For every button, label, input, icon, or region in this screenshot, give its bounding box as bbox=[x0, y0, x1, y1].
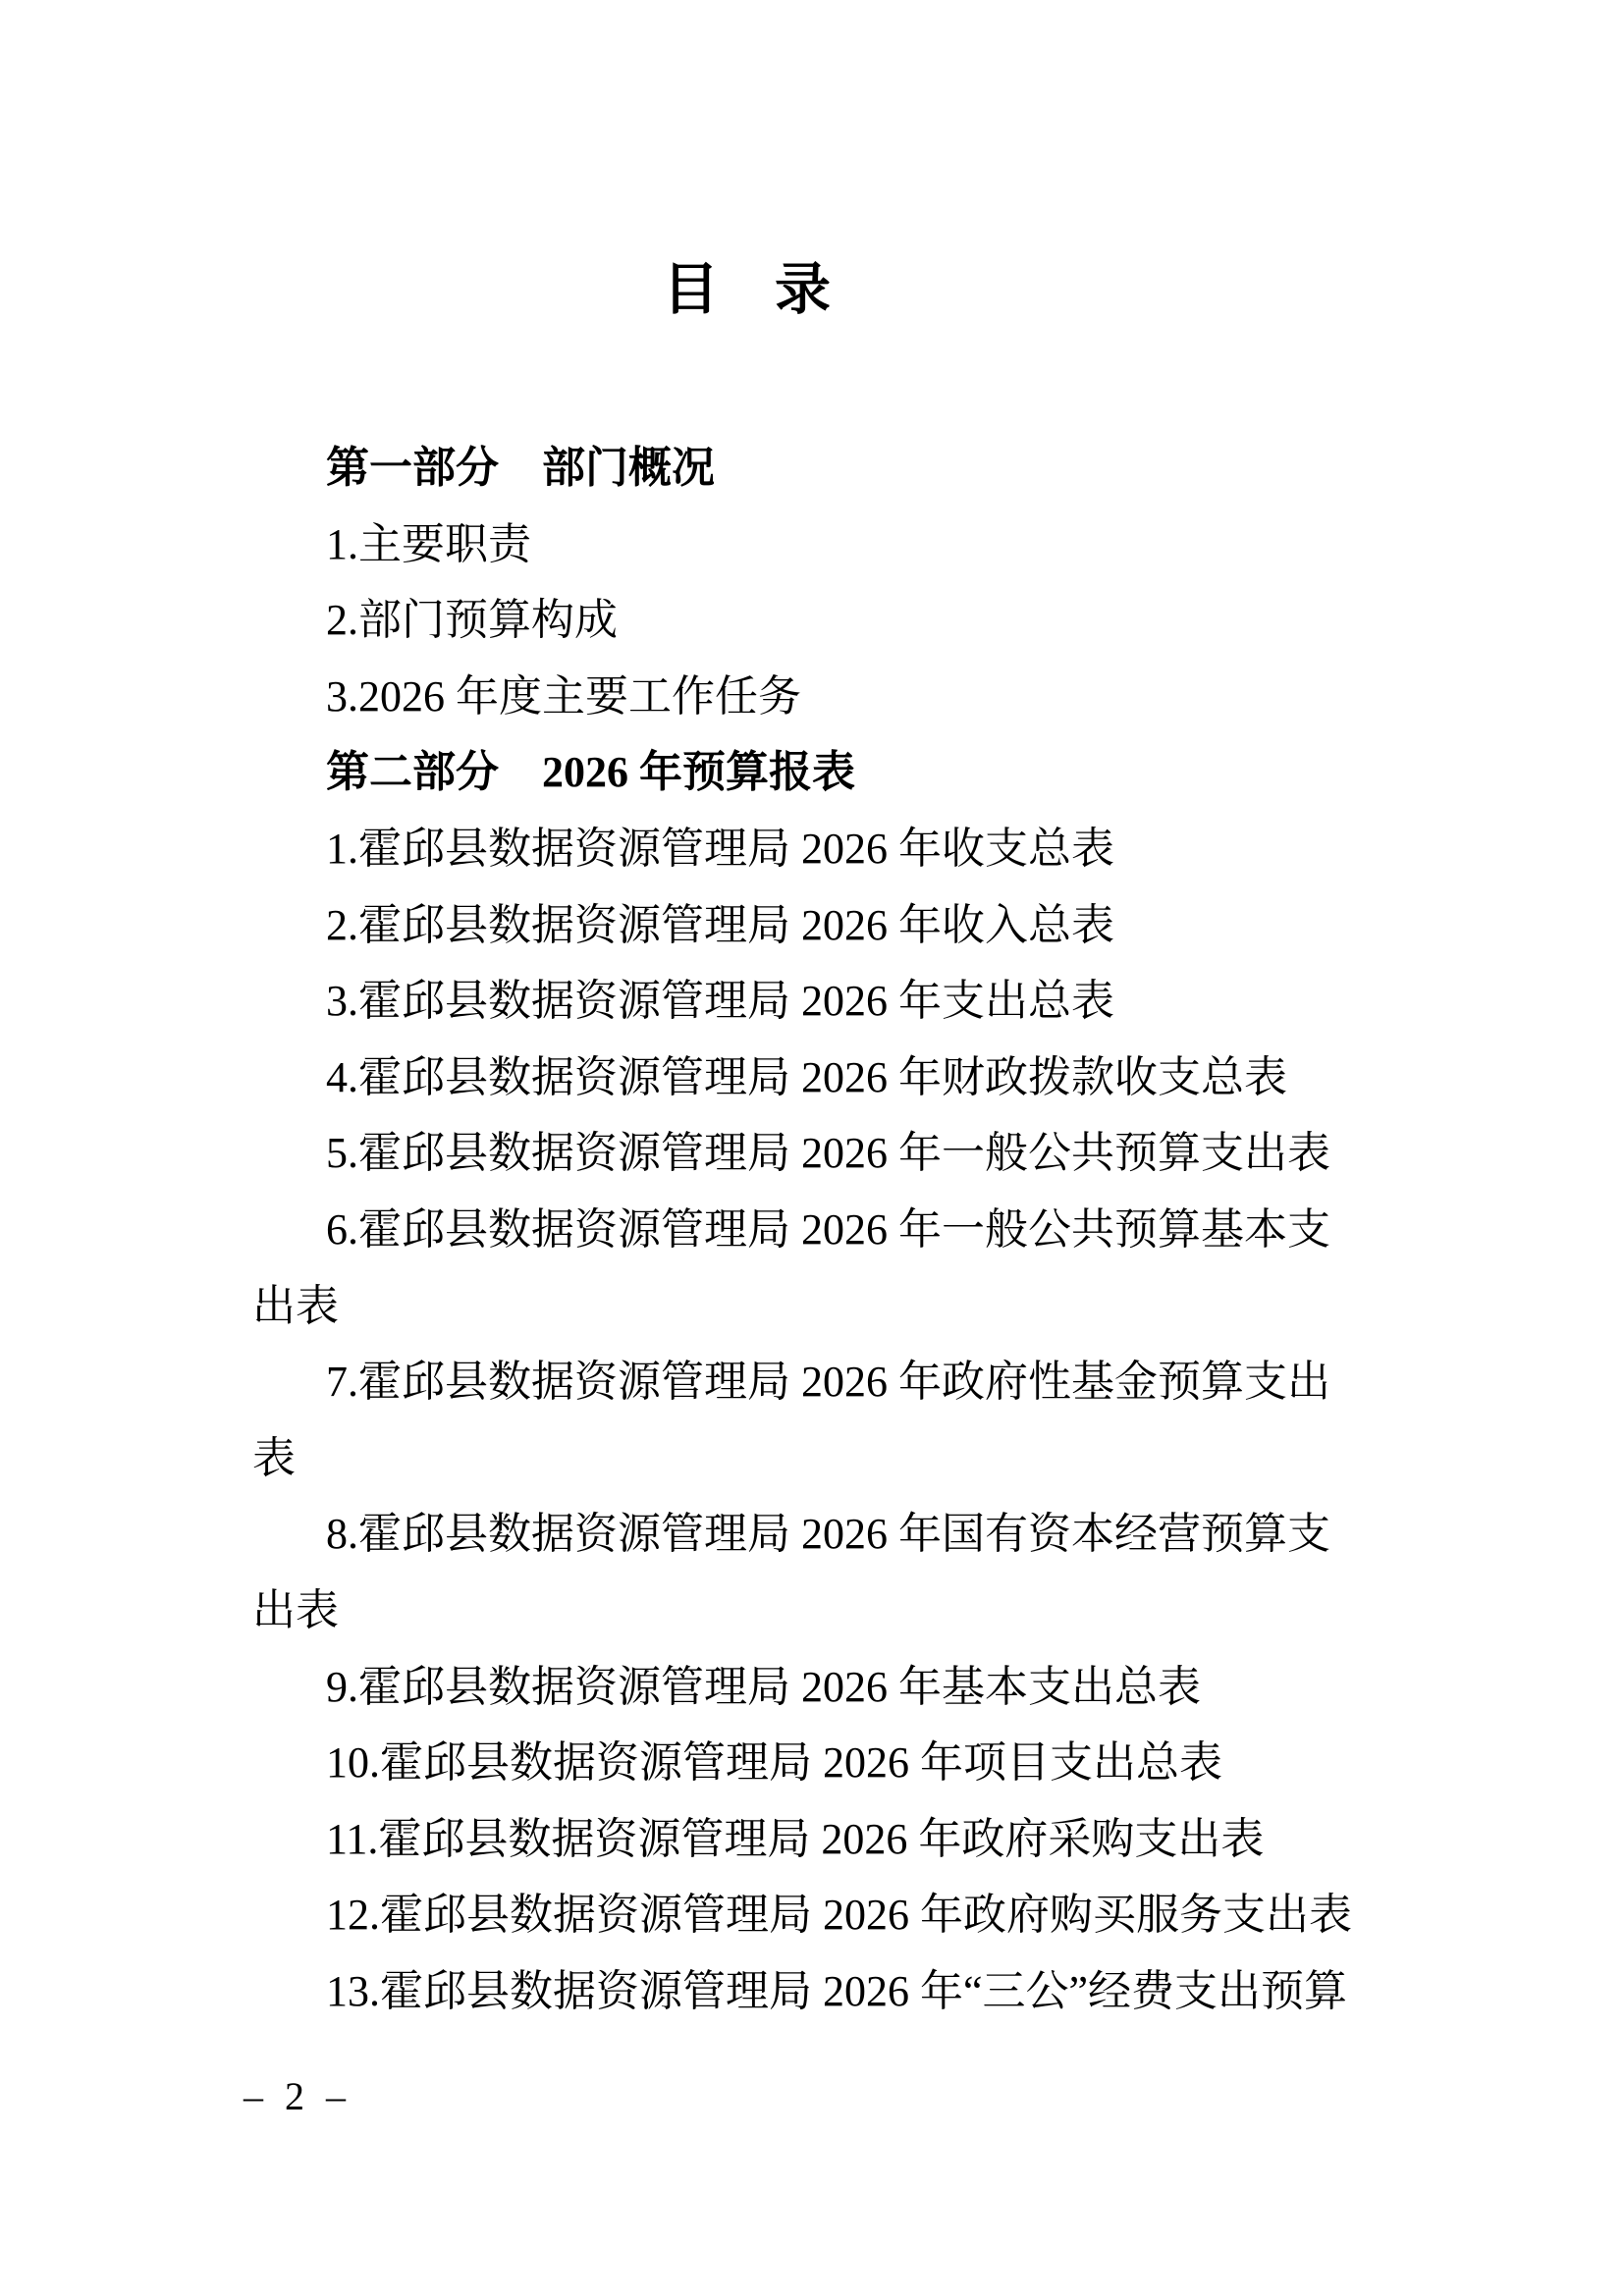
toc-entry: 6.霍邱县数据资源管理局 2026 年一般公共预算基本支 bbox=[326, 1204, 1330, 1254]
toc-entry: 10.霍邱县数据资源管理局 2026 年项目支出总表 bbox=[326, 1738, 1222, 1788]
toc-entry: 13.霍邱县数据资源管理局 2026 年“三公”经费支出预算 bbox=[326, 1966, 1348, 2015]
toc-entry: 12.霍邱县数据资源管理局 2026 年政府购买服务支出表 bbox=[326, 1891, 1352, 1940]
page-title: 目 录 bbox=[663, 258, 831, 321]
toc-entry: 1.主要职责 bbox=[326, 519, 531, 568]
part1-heading: 第一部分 部门概况 bbox=[326, 444, 715, 492]
toc-entry-continuation: 出表 bbox=[252, 1585, 339, 1634]
toc-entry: 2.霍邱县数据资源管理局 2026 年收入总表 bbox=[326, 900, 1114, 949]
part2-heading: 第二部分 2026 年预算报表 bbox=[326, 748, 855, 797]
toc-entry: 8.霍邱县数据资源管理局 2026 年国有资本经营预算支 bbox=[326, 1510, 1330, 1559]
toc-entry: 3.2026 年度主要工作任务 bbox=[326, 671, 801, 721]
table-of-contents bbox=[252, 430, 1355, 2029]
page-content bbox=[252, 0, 1355, 2029]
toc-entry: 11.霍邱县数据资源管理局 2026 年政府采购支出表 bbox=[326, 1814, 1265, 1863]
toc-entry: 1.霍邱县数据资源管理局 2026 年收支总表 bbox=[326, 824, 1114, 873]
toc-entry: 5.霍邱县数据资源管理局 2026 年一般公共预算支出表 bbox=[326, 1129, 1330, 1178]
toc-entry: 3.霍邱县数据资源管理局 2026 年支出总表 bbox=[326, 977, 1114, 1026]
toc-entry-continuation: 出表 bbox=[252, 1281, 339, 1330]
toc-entry-continuation: 表 bbox=[252, 1433, 296, 1482]
toc-entry: 4.霍邱县数据资源管理局 2026 年财政拨款收支总表 bbox=[326, 1052, 1287, 1101]
toc-entry: 9.霍邱县数据资源管理局 2026 年基本支出总表 bbox=[326, 1662, 1201, 1711]
toc-entry: 7.霍邱县数据资源管理局 2026 年政府性基金预算支出 bbox=[326, 1358, 1330, 1407]
page-number: – 2 – bbox=[244, 2074, 352, 2118]
toc-entry: 2.部门预算构成 bbox=[326, 596, 618, 645]
